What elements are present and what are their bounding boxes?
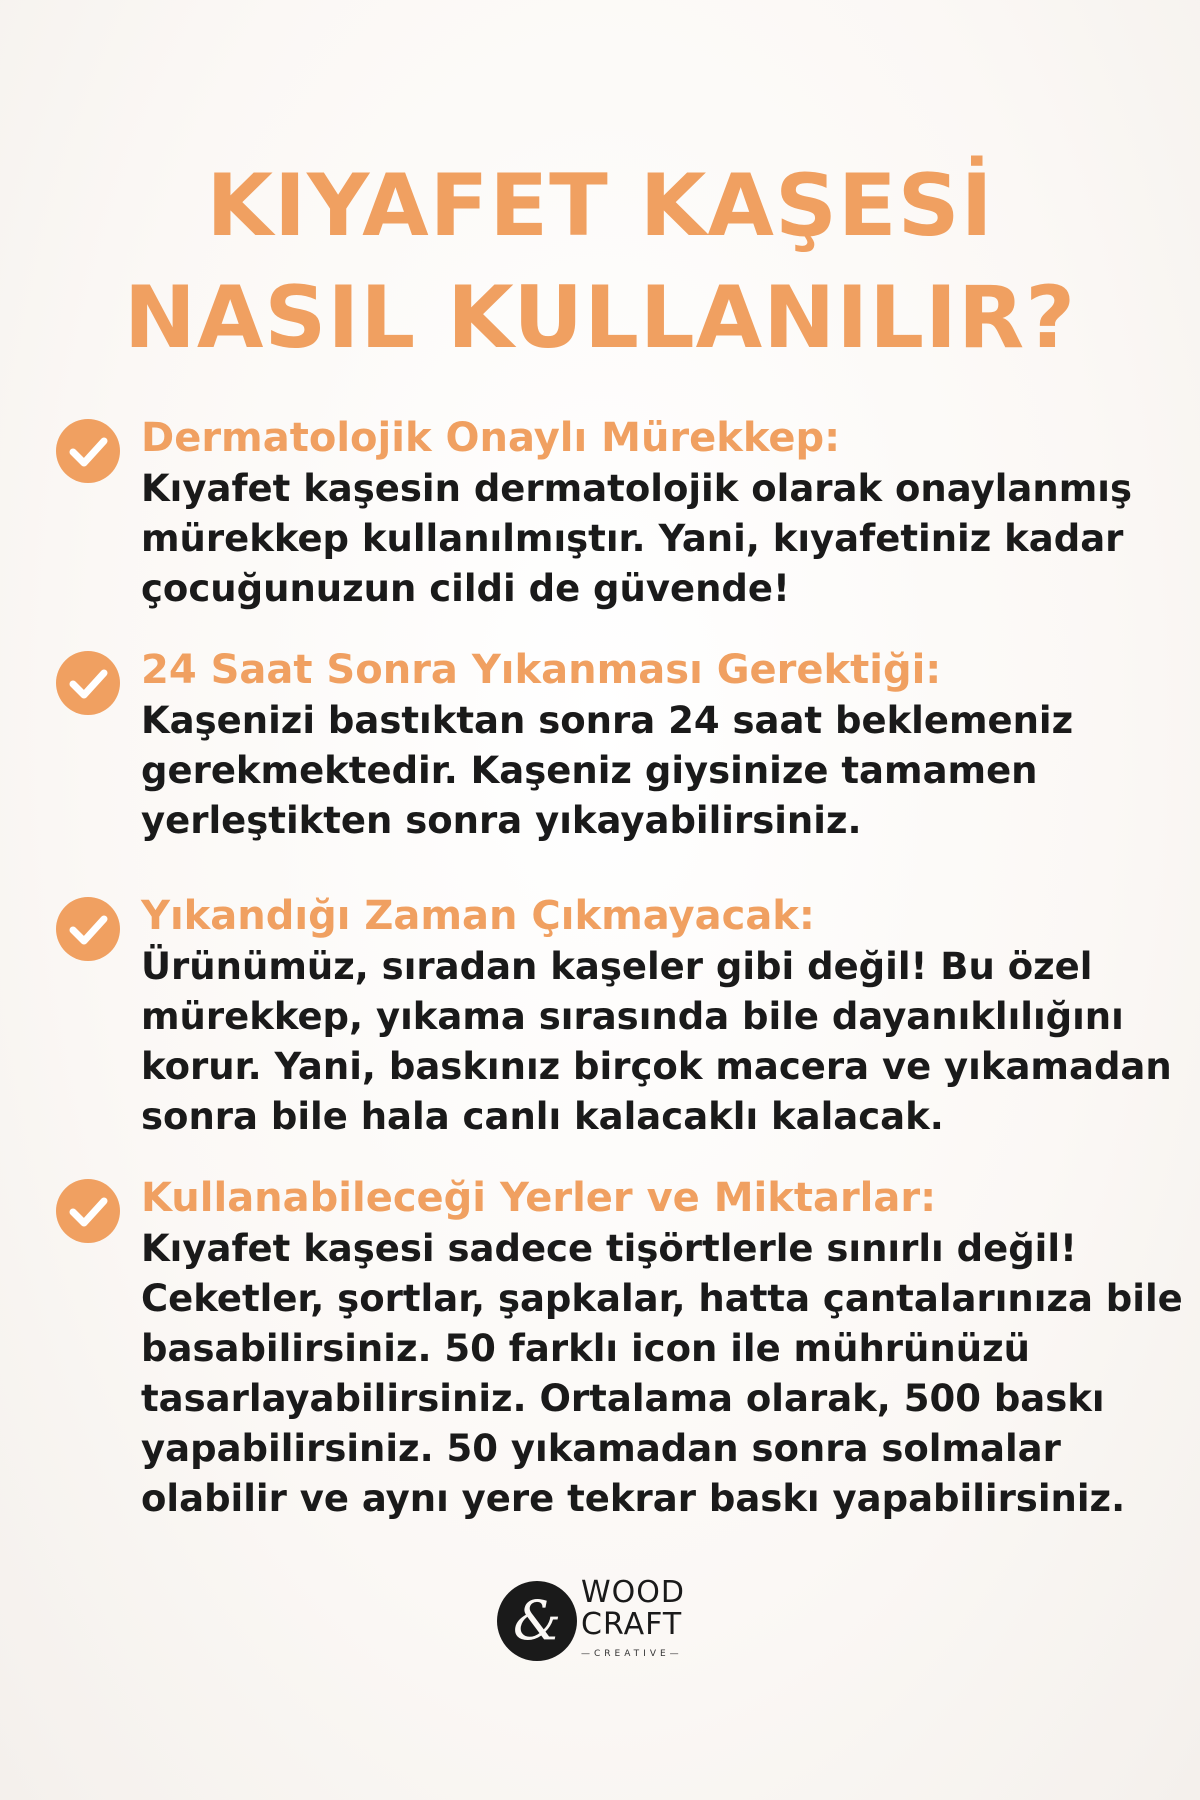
logo-word-wood: WOOD [581, 1575, 685, 1610]
body-line: mürekkep kullanılmıştır. Yani, kıyafetiniz kadar [141, 517, 1124, 560]
title-line-1: KIYAFET KAŞESİ [206, 156, 994, 256]
ampersand-logo-icon [495, 1579, 579, 1663]
section-usage-places [55, 1172, 1183, 1524]
body-line: olabilir ve aynı yere tekrar baskı yapabilirsiniz. [141, 1477, 1126, 1520]
body-line: Ceketler, şortlar, şapkalar, hatta çantalarınıza bile [141, 1277, 1183, 1320]
body-line: gerekmektedir. Kaşeniz giysinize tamamen [141, 749, 1038, 792]
check-circle-icon [55, 418, 121, 484]
svg-text:&: & [512, 1589, 562, 1652]
body-line: sonra bile hala canlı kalacaklı kalacak. [141, 1095, 944, 1138]
body-line: korur. Yani, baskınız birçok macera ve yıkamadan [141, 1045, 1172, 1088]
section-body [141, 464, 1132, 614]
section-dermatological-ink [55, 412, 1132, 614]
body-line: çocuğunuzun cildi de güvende! [141, 567, 790, 610]
check-circle-icon [55, 1178, 121, 1244]
body-line: Ürünümüz, sıradan kaşeler gibi değil! Bu özel [141, 945, 1093, 988]
body-line: yapabilirsiniz. 50 yıkamadan sonra solmalar [141, 1427, 1061, 1470]
logo-tagline: —CREATIVE— [581, 1649, 683, 1659]
body-line: Kıyafet kaşesin dermatolojik olarak onaylanmış [141, 467, 1132, 510]
section-heading: Kullanabileceği Yerler ve Miktarlar: [141, 1175, 937, 1221]
logo-word-craft: CRAFT [581, 1607, 683, 1642]
title-line-2: NASIL KULLANILIR? [123, 268, 1077, 368]
section-heading: Dermatolojik Onaylı Mürekkep: [141, 415, 841, 461]
body-line: yerleştikten sonra yıkayabilirsiniz. [141, 799, 862, 842]
body-line: Kıyafet kaşesi sadece tişörtlerle sınırlı değil! [141, 1227, 1077, 1270]
section-body [141, 1224, 1183, 1524]
body-line: basabilirsiniz. 50 farklı icon ile mührünüzü [141, 1327, 1030, 1370]
body-line: mürekkep, yıkama sırasında bile dayanıklılığını [141, 995, 1124, 1038]
check-circle-icon [55, 650, 121, 716]
body-line: tasarlayabilirsiniz. Ortalama olarak, 500 baskı [141, 1377, 1105, 1420]
section-wash-after-24h [55, 644, 1073, 846]
brand-logo [495, 1575, 715, 1665]
section-heading: Yıkandığı Zaman Çıkmayacak: [141, 893, 815, 939]
check-circle-icon [55, 896, 121, 962]
section-body [141, 942, 1172, 1142]
section-heading: 24 Saat Sonra Yıkanması Gerektiği: [141, 647, 942, 693]
section-body [141, 696, 1073, 846]
section-wash-resistant [55, 890, 1172, 1142]
body-line: Kaşenizi bastıktan sonra 24 saat beklemeniz [141, 699, 1074, 742]
page-title [0, 150, 1200, 374]
